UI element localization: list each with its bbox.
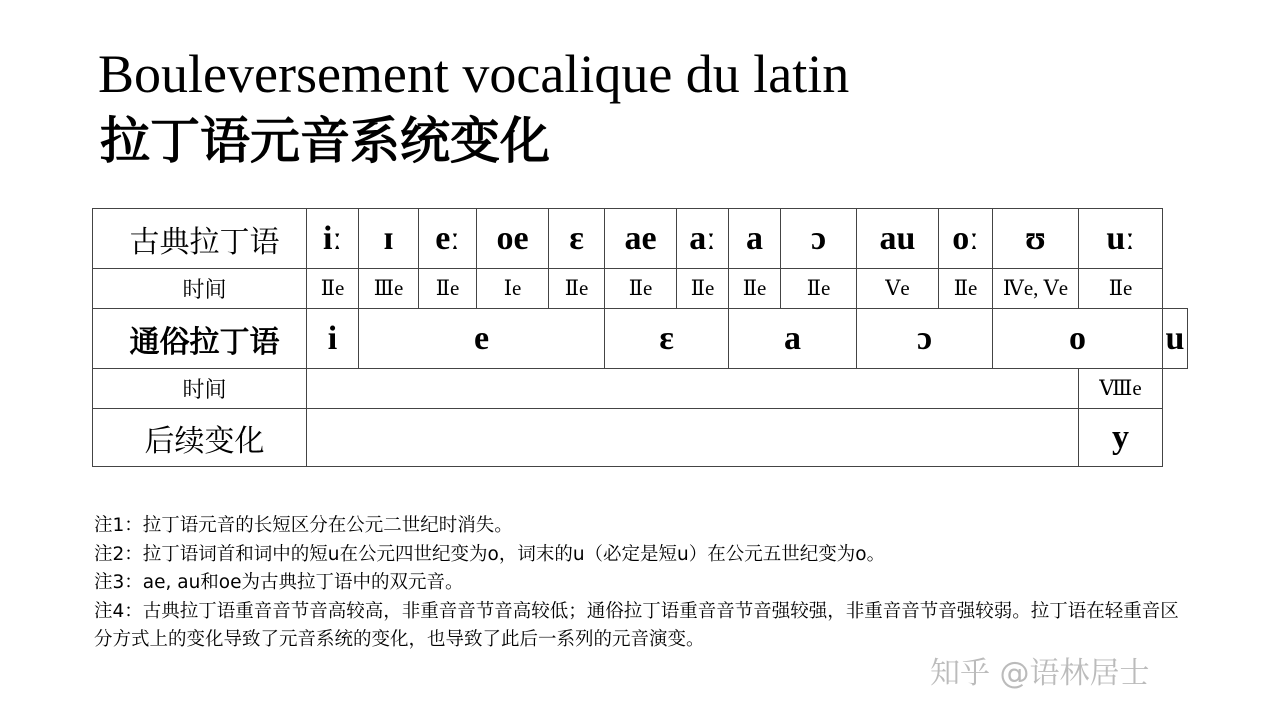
time-cell: Ⅱe bbox=[605, 269, 677, 309]
classical-vowel-cell: oe bbox=[477, 209, 549, 269]
time-cell: Ⅷe bbox=[1079, 369, 1163, 409]
classical-time-row bbox=[93, 269, 1188, 309]
notes bbox=[94, 512, 1194, 655]
time-cell: Ⅱe bbox=[549, 269, 605, 309]
time-cell: Ⅱe bbox=[1079, 269, 1163, 309]
note-4: 注4：古典拉丁语重音音节音高较高，非重音音节音高较低；通俗拉丁语重音音节音强较强，非重音音节音强较弱。拉丁语在轻重音区分方式上的变化导致了元音系统的变化，也导致了此后一系列的元音演变。 bbox=[94, 600, 1179, 650]
empty-time-cell bbox=[307, 369, 1079, 409]
classical-vowel-cell: ae bbox=[605, 209, 677, 269]
time-cell: Ⅱe bbox=[307, 269, 359, 309]
classical-vowel-cell: eː bbox=[419, 209, 477, 269]
classical-vowel-cell: ɛ bbox=[549, 209, 605, 269]
vulgar-vowel-cell: u bbox=[1163, 309, 1188, 369]
time-cell: Ⅴe bbox=[857, 269, 939, 309]
vulgar-time-row bbox=[93, 369, 1188, 409]
time-cell: Ⅳe, Ⅴe bbox=[993, 269, 1079, 309]
later-changes-row bbox=[93, 409, 1188, 467]
vulgar-vowel-cell: i bbox=[307, 309, 359, 369]
empty-change-cell bbox=[307, 409, 1079, 467]
vulgar-vowel-cell: ɛ bbox=[605, 309, 729, 369]
row-header-vulgar-latin: 通俗拉丁语 bbox=[93, 309, 307, 369]
vulgar-vowel-cell: a bbox=[729, 309, 857, 369]
time-cell: Ⅲe bbox=[359, 269, 419, 309]
classical-vowel-cell: iː bbox=[307, 209, 359, 269]
row-header-time: 时间 bbox=[93, 369, 307, 409]
time-cell: Ⅱe bbox=[729, 269, 781, 309]
vulgar-vowel-cell: o bbox=[993, 309, 1163, 369]
note-1: 注1：拉丁语元音的长短区分在公元二世纪时消失。 bbox=[94, 515, 513, 536]
classical-vowel-cell: ɔ bbox=[781, 209, 857, 269]
vulgar-latin-row bbox=[93, 309, 1188, 369]
time-cell: Ⅰe bbox=[477, 269, 549, 309]
time-cell: Ⅱe bbox=[677, 269, 729, 309]
vowel-table bbox=[92, 208, 1188, 467]
note-3: 注3：ae, au和oe为古典拉丁语中的双元音。 bbox=[94, 572, 464, 593]
note-2: 注2：拉丁语词首和词中的短u在公元四世纪变为o，词末的u（必定是短u）在公元五世纪变为o。 bbox=[94, 543, 886, 565]
vulgar-vowel-cell: e bbox=[359, 309, 605, 369]
time-cell: Ⅱe bbox=[419, 269, 477, 309]
classical-vowel-cell: uː bbox=[1079, 209, 1163, 269]
classical-vowel-cell: aː bbox=[677, 209, 729, 269]
time-cell: Ⅱe bbox=[781, 269, 857, 309]
classical-vowel-cell: a bbox=[729, 209, 781, 269]
classical-vowel-cell: au bbox=[857, 209, 939, 269]
watermark: 知乎 @语林居士 bbox=[930, 656, 1150, 691]
row-header-classical-latin: 古典拉丁语 bbox=[93, 209, 307, 269]
row-header-later-changes: 后续变化 bbox=[93, 409, 307, 467]
classical-latin-row bbox=[93, 209, 1188, 269]
classical-vowel-cell: oː bbox=[939, 209, 993, 269]
vulgar-vowel-cell: ɔ bbox=[857, 309, 993, 369]
page-title: Bouleversement vocalique du latin bbox=[98, 44, 850, 104]
page-subtitle: 拉丁语元音系统变化 bbox=[100, 112, 550, 170]
classical-vowel-cell: ʊ bbox=[993, 209, 1079, 269]
time-cell: Ⅱe bbox=[939, 269, 993, 309]
classical-vowel-cell: ɪ bbox=[359, 209, 419, 269]
row-header-time: 时间 bbox=[93, 269, 307, 309]
later-vowel-cell: y bbox=[1079, 409, 1163, 467]
